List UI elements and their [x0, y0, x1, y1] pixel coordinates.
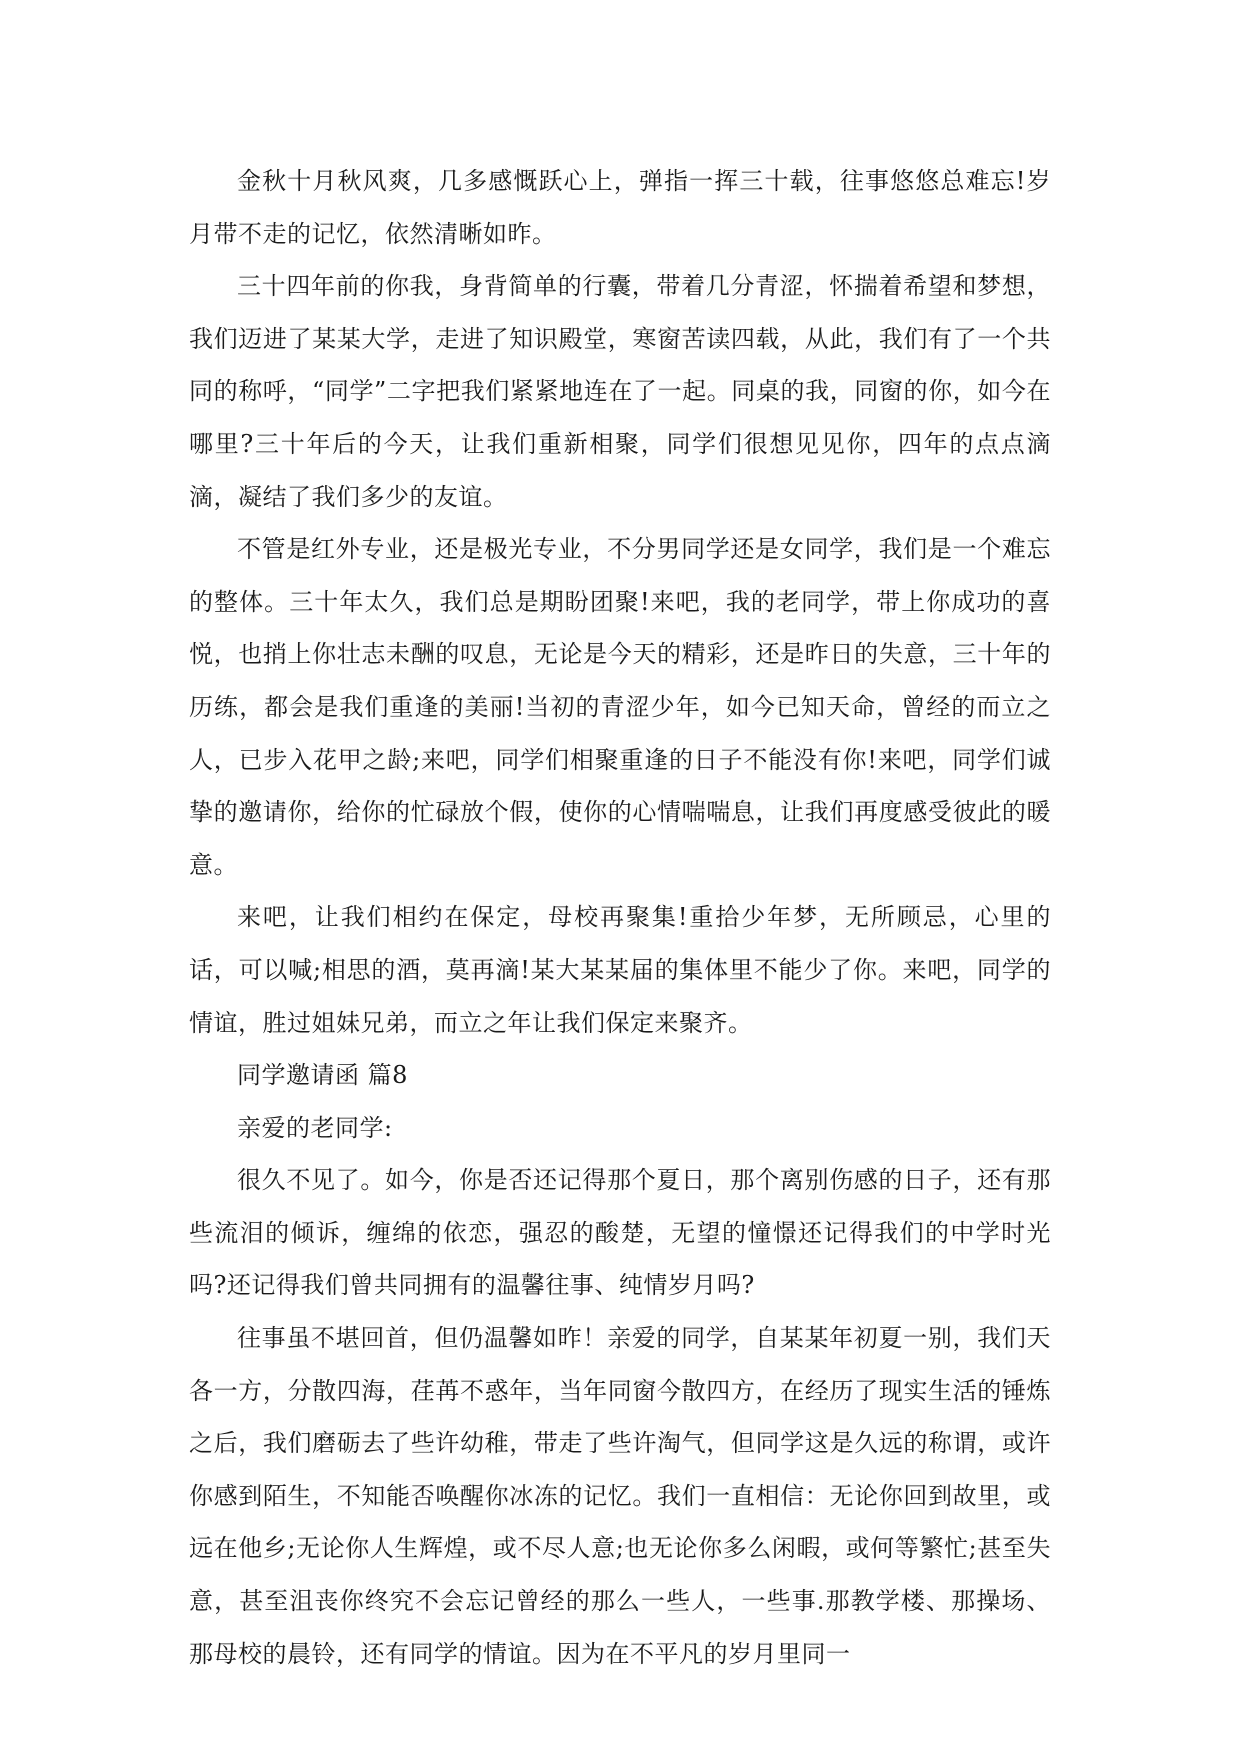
paragraph-thirty-four-years: 三十四年前的你我，身背简单的行囊，带着几分青涩，怀揣着希望和梦想，我们迈进了某某大学，走进了知识殿堂，寒窗苦读四载，从此，我们有了一个共同的称呼，“同学”二字把我们紧紧地连在了一起。同桌的我，同窗的你，如今在哪里?三十年后的今天，让我们重新相聚，同学们很想见见你，四年的点点滴滴，凝结了我们多少的友谊。 [189, 272, 1051, 511]
paragraph-long-time: 很久不见了。如今，你是否还记得那个夏日，那个离别伤感的日子，还有那些流泪的倾诉，缠绵的依恋，强忍的酸楚，无望的憧憬还记得我们的中学时光吗?还记得我们曾共同拥有的温馨往事、纯情岁月吗? [189, 1166, 1051, 1300]
paragraph-majors: 不管是红外专业，还是极光专业，不分男同学还是女同学，我们是一个难忘的整体。三十年太久，我们总是期盼团聚!来吧，我的老同学，带上你成功的喜悦，也捎上你壮志未酬的叹息，无论是今天的精彩，还是昨日的失意，三十年的历练，都会是我们重逢的美丽!当初的青涩少年，如今已知天命，曾经的而立之人，已步入花甲之龄;来吧，同学们相聚重逢的日子不能没有你!来吧，同学们诚挚的邀请你，给你的忙碌放个假，使你的心情喘喘息，让我们再度感受彼此的暖意。 [189, 535, 1051, 879]
document-body [189, 155, 1051, 1680]
section-title: 同学邀请函 篇8 [237, 1061, 408, 1090]
paragraph-baoding: 来吧，让我们相约在保定，母校再聚集!重拾少年梦，无所顾忌，心里的话，可以喊;相思的酒，莫再滴!某大某某届的集体里不能少了你。来吧，同学的情谊，胜过姐妹兄弟，而立之年让我们保定来聚齐。 [189, 903, 1051, 1037]
salutation: 亲爱的老同学: [237, 1113, 393, 1142]
paragraph-autumn: 金秋十月秋风爽，几多感慨跃心上，弹指一挥三十载，往事悠悠总难忘!岁月带不走的记忆，依然清晰如昨。 [189, 167, 1051, 248]
paragraph-memories: 往事虽不堪回首，但仍温馨如昨！亲爱的同学，自某某年初夏一别，我们天各一方，分散四海，荏苒不惑年，当年同窗今散四方，在经历了现实生活的锤炼之后，我们磨砺去了些许幼稚，带走了些许淘气，但同学这是久远的称谓，或许你感到陌生，不知能否唤醒你冰冻的记忆。我们一直相信：无论你回到故里，或远在他乡;无论你人生辉煌，或不尽人意;也无论你多么闲暇，或何等繁忙;甚至失意，甚至沮丧你终究不会忘记曾经的那么一些人，一些事.那教学楼、那操场、那母校的晨铃，还有同学的情谊。因为在不平凡的岁月里同一 [189, 1324, 1051, 1668]
